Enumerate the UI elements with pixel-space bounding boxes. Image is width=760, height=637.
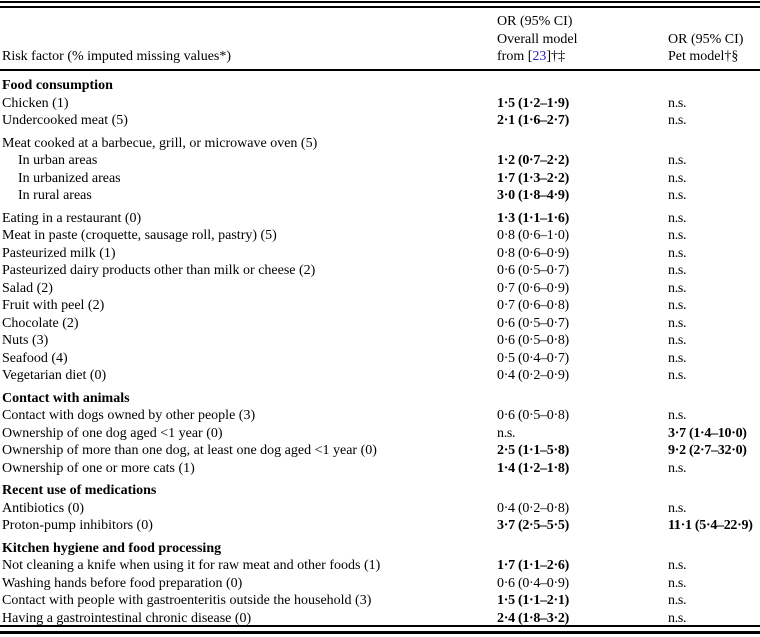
column-header-pet-model [668, 31, 760, 66]
table-row [0, 227, 760, 245]
overall-model-or-value: 1·5 (1·2–1·9) [497, 95, 569, 111]
pet-model-or-value: n.s. [668, 245, 687, 261]
reference-23-link[interactable]: 23 [532, 49, 547, 64]
table-row [0, 297, 760, 315]
table-row [0, 95, 760, 113]
risk-factor-label: Ownership of one dog aged <1 year (0) [2, 425, 223, 441]
overall-model-or-value: 1·3 (1·1–1·6) [497, 210, 569, 226]
table-bottom-double-rule [0, 625, 760, 634]
table-row [0, 517, 760, 535]
pet-model-or-value: n.s. [668, 575, 687, 591]
overall-model-or-value: 1·5 (1·1–2·1) [497, 593, 569, 608]
table-row [0, 500, 760, 518]
table-row [0, 315, 760, 333]
risk-factor-label: Pasteurized dairy products other than milk or cheese (2) [2, 263, 316, 278]
pet-model-or-value: n.s. [668, 315, 687, 331]
risk-factor-label: Washing hands before food preparation (0) [2, 575, 243, 591]
pet-model-or-value [668, 77, 760, 95]
risk-factor-label: Undercooked meat (5) [2, 113, 128, 128]
pet-model-or-value: 3·7 (1·4–10·0) [668, 425, 747, 441]
table-row [0, 210, 760, 228]
pet-model-or-value: n.s. [668, 333, 687, 348]
risk-factor-label: Nuts (3) [2, 333, 49, 348]
table-row [0, 575, 760, 593]
table-header-row [0, 13, 760, 66]
pet-model-or-value: n.s. [668, 558, 687, 573]
pet-model-or-value: n.s. [668, 263, 687, 278]
table-row [0, 425, 760, 443]
risk-factor-label: Antibiotics (0) [2, 500, 85, 516]
pet-model-or-value: 9·2 (2·7–32·0) [668, 443, 747, 458]
overall-header-line3-suffix: ]†‡ [546, 49, 566, 64]
pet-model-or-value: n.s. [668, 500, 687, 516]
overall-model-or-value: 2·5 (1·1–5·8) [497, 443, 569, 458]
risk-factor-label: Proton-pump inhibitors (0) [2, 518, 153, 533]
overall-model-or-value [497, 540, 668, 558]
column-header-overall-model [497, 13, 668, 66]
pet-model-or-value: n.s. [668, 298, 687, 313]
pet-model-or-value [668, 390, 760, 408]
overall-model-or-value: 1·7 (1·3–2·2) [497, 170, 569, 186]
risk-factor-label: Kitchen hygiene and food processing [2, 540, 222, 556]
overall-model-or-value: 3·7 (2·5–5·5) [497, 518, 569, 533]
risk-factor-label: Not cleaning a knife when using it for raw meat and other foods (1) [2, 558, 381, 573]
overall-model-or-value: n.s. [497, 425, 516, 441]
table-row [0, 187, 760, 205]
overall-model-or-value [497, 77, 668, 95]
overall-model-or-value: 1·2 (0·7–2·2) [497, 153, 569, 168]
overall-model-or-value: 0·5 (0·4–0·7) [497, 350, 569, 366]
pet-model-or-value: n.s. [668, 593, 687, 608]
pet-model-or-value: n.s. [668, 408, 687, 423]
pet-model-or-value [668, 135, 760, 153]
table-row [0, 442, 760, 460]
overall-model-or-value: 0·8 (0·6–1·0) [497, 228, 569, 243]
table-body [0, 77, 760, 627]
risk-factor-label: Meat cooked at a barbecue, grill, or microwave oven (5) [2, 135, 318, 151]
overall-model-or-value: 0·6 (0·5–0·8) [497, 408, 569, 423]
risk-factor-label: Fruit with peel (2) [2, 298, 105, 313]
pet-model-or-value: n.s. [668, 280, 687, 296]
table-row [0, 592, 760, 610]
pet-model-or-value: n.s. [668, 170, 687, 186]
table-row [0, 367, 760, 385]
pet-header-line2: Pet model†§ [668, 49, 739, 64]
section-header-row [0, 482, 760, 500]
overall-model-or-value [497, 482, 668, 500]
table-row [0, 332, 760, 350]
section-header-row [0, 390, 760, 408]
overall-model-or-value: 0·6 (0·5–0·8) [497, 333, 569, 348]
pet-model-or-value [668, 482, 760, 500]
table-row [0, 245, 760, 263]
risk-factor-label: In rural areas [18, 188, 92, 203]
pet-model-or-value: n.s. [668, 610, 687, 626]
risk-factor-label: Salad (2) [2, 280, 53, 296]
risk-factor-label: Ownership of more than one dog, at least one dog aged <1 year (0) [2, 443, 377, 458]
table-row [0, 152, 760, 170]
table-row [0, 280, 760, 298]
risk-factor-label: Ownership of one or more cats (1) [2, 460, 195, 476]
risk-factor-label: Food consumption [2, 78, 113, 93]
risk-factor-label: Recent use of medications [2, 483, 157, 498]
risk-factor-label: In urban areas [18, 153, 98, 168]
section-header-row [0, 77, 760, 95]
pet-model-or-value: n.s. [668, 210, 687, 226]
pet-model-or-value: 11·1 (5·4–22·9) [668, 518, 753, 533]
pet-model-or-value: n.s. [668, 95, 687, 111]
pet-model-or-value: n.s. [668, 350, 687, 366]
overall-model-or-value: 0·7 (0·6–0·9) [497, 280, 569, 296]
risk-factor-label: Contact with dogs owned by other people (3) [2, 408, 256, 423]
table-row [0, 460, 760, 478]
risk-factor-label: Chocolate (2) [2, 315, 79, 331]
table-row [0, 170, 760, 188]
risk-factor-label: Having a gastrointestinal chronic disease (0) [2, 610, 252, 626]
header-divider-rule [0, 69, 760, 71]
risk-factor-label: Pasteurized milk (1) [2, 245, 116, 261]
risk-factor-label: Vegetarian diet (0) [2, 368, 107, 383]
pet-header-line1: OR (95% CI) [668, 31, 744, 47]
pet-model-or-value: n.s. [668, 368, 687, 383]
table-row [0, 350, 760, 368]
overall-model-or-value: 0·6 (0·5–0·7) [497, 263, 569, 278]
pet-model-or-value: n.s. [668, 460, 687, 476]
risk-factor-label: In urbanized areas [18, 170, 121, 186]
table-row [0, 557, 760, 575]
overall-model-or-value: 0·4 (0·2–0·9) [497, 368, 569, 383]
table-row [0, 262, 760, 280]
risk-factor-label: Meat in paste (croquette, sausage roll, pastry) (5) [2, 228, 277, 243]
overall-model-or-value: 0·6 (0·4–0·9) [497, 575, 569, 591]
table-top-double-rule [0, 1, 760, 8]
overall-model-or-value: 3·0 (1·8–4·9) [497, 188, 569, 203]
overall-header-line2: Overall model [497, 31, 578, 47]
overall-header-line1: OR (95% CI) [497, 14, 573, 29]
overall-model-or-value: 1·4 (1·2–1·8) [497, 460, 569, 476]
risk-factor-label: Contact with animals [2, 390, 130, 406]
pet-model-or-value: n.s. [668, 113, 687, 128]
section-header-row [0, 540, 760, 558]
table-row [0, 407, 760, 425]
overall-model-or-value: 2·4 (1·8–3·2) [497, 610, 569, 626]
risk-factor-label: Seafood (4) [2, 350, 68, 366]
overall-model-or-value [497, 390, 668, 408]
pet-model-or-value: n.s. [668, 153, 687, 168]
overall-header-line3 [497, 48, 668, 66]
risk-factor-label: Contact with people with gastroenteritis outside the household (3) [2, 593, 372, 608]
pet-model-or-value: n.s. [668, 188, 687, 203]
overall-model-or-value: 0·6 (0·5–0·7) [497, 315, 569, 331]
pet-model-or-value: n.s. [668, 228, 687, 243]
overall-header-line3-prefix: from [ [497, 49, 533, 64]
column-header-risk-factor: Risk factor (% imputed missing values*) [2, 49, 232, 64]
risk-factor-label: Eating in a restaurant (0) [2, 210, 142, 226]
pet-model-or-value [668, 540, 760, 558]
overall-model-or-value: 0·4 (0·2–0·8) [497, 500, 569, 516]
overall-model-or-value: 1·7 (1·1–2·6) [497, 558, 569, 573]
overall-model-or-value: 2·1 (1·6–2·7) [497, 113, 569, 128]
overall-model-or-value: 0·7 (0·6–0·8) [497, 298, 569, 313]
overall-model-or-value: 0·8 (0·6–0·9) [497, 245, 569, 261]
risk-factor-label: Chicken (1) [2, 95, 69, 111]
table-row [0, 112, 760, 130]
group-header-row [0, 135, 760, 153]
overall-model-or-value [497, 135, 668, 153]
